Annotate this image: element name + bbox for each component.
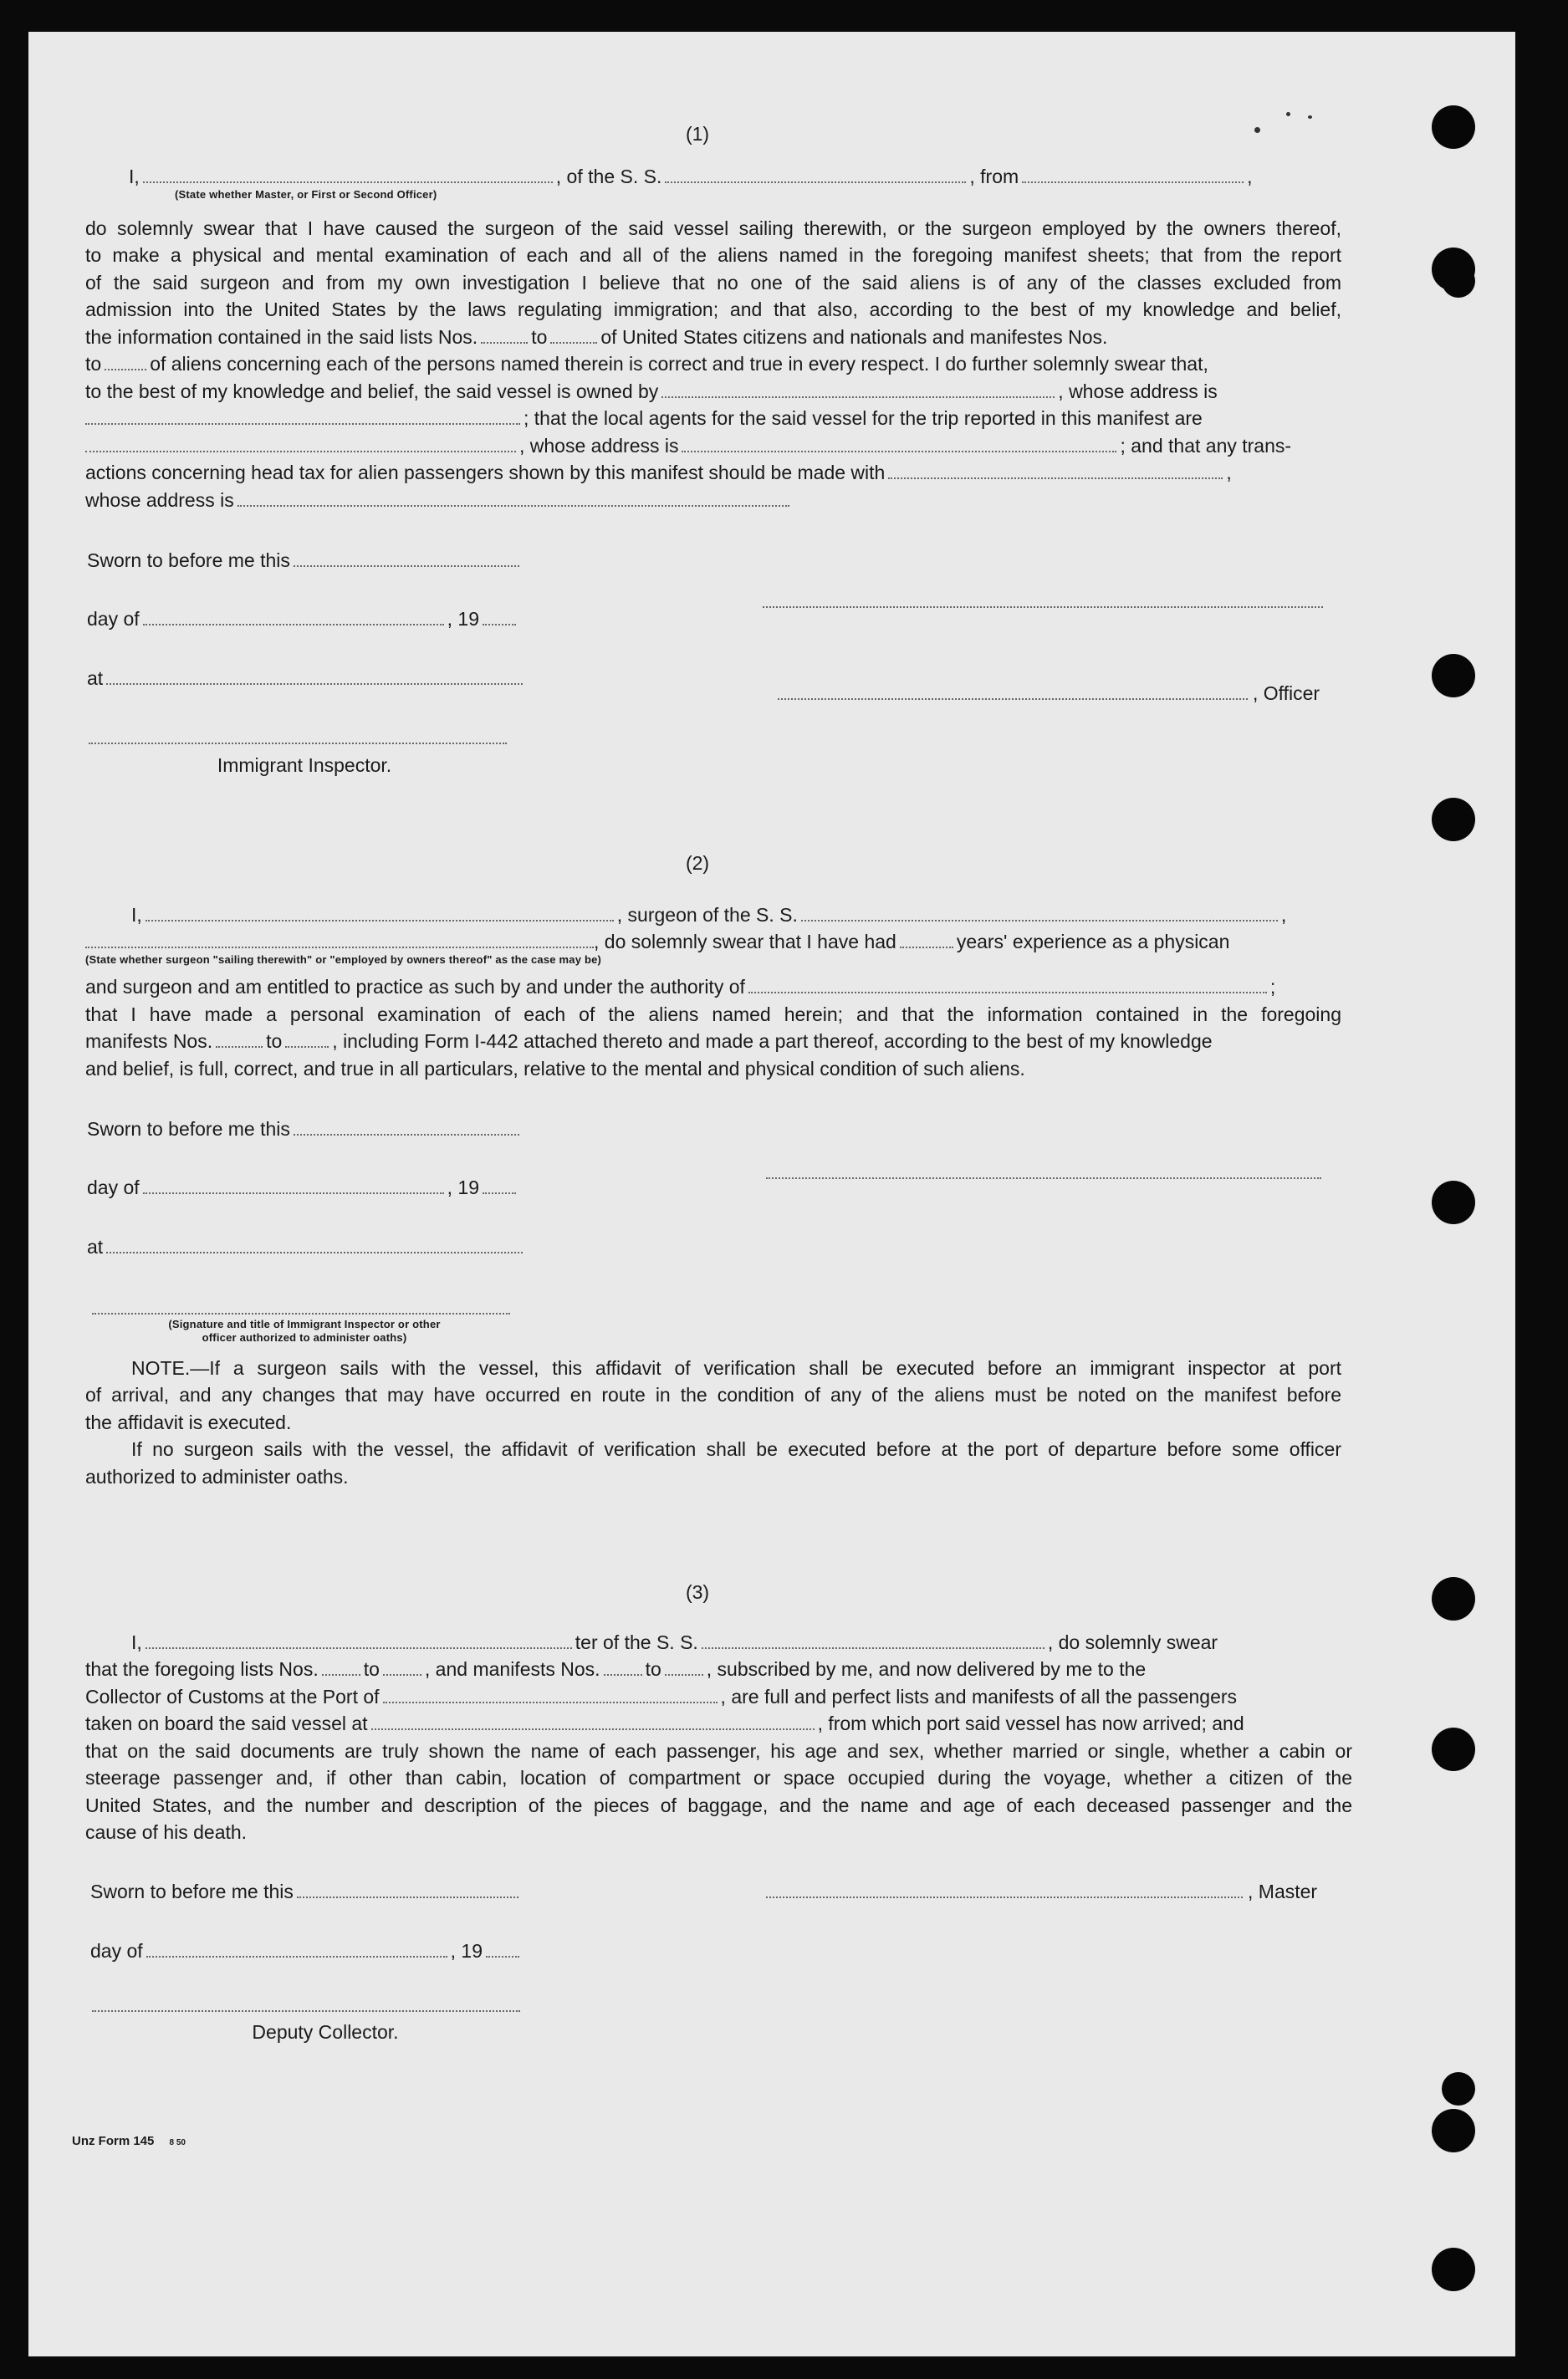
punch-hole <box>1432 1181 1475 1224</box>
owner-address-field[interactable] <box>85 423 520 425</box>
deputy-collector-label: Deputy Collector. <box>252 2021 399 2043</box>
agents-address-field[interactable] <box>682 451 1116 452</box>
master-signature-field[interactable] <box>766 1897 1243 1898</box>
day-of-field-2[interactable] <box>143 1192 444 1194</box>
manifests-to-field[interactable] <box>105 369 146 370</box>
customs-port-field[interactable] <box>383 1702 718 1703</box>
sworn-date-field-2[interactable] <box>294 1134 519 1136</box>
local-agents-field[interactable] <box>85 451 516 452</box>
vessel-owner-field[interactable] <box>661 396 1055 398</box>
officer-signature-field[interactable] <box>778 698 1248 700</box>
section-3-number: (3) <box>685 1581 710 1603</box>
document-page: (1) I, , of the S. S. , from , (State whether Master, or First or Second Officer) do solemnly swear that I have caused the surgeon of the said vessel sailing therewith, or the surgeon employed by the owners thereof, to make a physical and mental examination of each and all of the aliens named in the foregoing manifest sheets; that from the report of the said surgeon and from my own investigation I believe that no one of the said aliens is of any of the classes excluded from admission into the United States by the laws regulating immigration; and that also, according to the best of my knowledge and belief, the information contained in the said lists Nos. to of United States citizens and nationals and manifestes Nos. to of aliens concerning each of the persons named therein is correct and true in every respect. I do further solemnly swear that, to the best of my knowledge and belief, the said vessel is owned by , whose address is ; that the local agents for the said vessel for the trip reported in this manifest are , whose address is ; and that any trans- actions concerning head tax for alien passengers shown by this manifest should be made with , whose address is Sworn to before me this day of , 19 at , Officer Immigrant Inspector. (2) I, , surgeon of the S. S. , , do solemnly swear that I have had years' experience as a physican (State whether surgeon "sailing therewith" or "employed by owners thereof" as the case may be) and surgeon and am entitled to practice as such by and under the authority of ; that I have made a personal examination of each of the aliens named herein; and that the information contained in the foregoing manifests Nos. to , including Form I-442 attached thereto and made a part thereof, according to the best of my knowledge and belief, is full, correct, and true in all particulars, relative to the mental and physical condition of such aliens. Sworn to before me this day of , 19 at (Signature and title of Immigrant Inspector or other officer authorized to administer oaths) NOTE.—If a surgeon sails with the vessel, this affidavit of verification shall be executed before an immigrant inspector at port of arrival, and any changes that may have occurred en route in the condition of any of the aliens must be noted on the manifest before the affidavit is executed. If no surgeon sails with the vessel, the affidavit of verification shall be executed before at the port of departure before some officer authorized to administer oaths. (3) I, ter of the S. S. , do solemnly swear that the foregoing lists Nos. to , and manifests Nos. to , subscribed by me, and now delivered by me to the Collector of Customs at the Port of , are full and perfect lists and manifests of all the passengers taken on board the said vessel at , from which port said vessel has now arrived; and that on the said documents are truly shown the name of each passenger, his age and sex, whether married or single, whether a cabin or steerage passenger and, if other than cabin, location of compartment or space occupied during the voyage, whether a citizen of the United States, and the number and description of the pieces of baggage, and the name and age of each deceased passenger and the cause of his death. Sworn to before me this , Master day of , 19 Deputy Collector. Unz Form 145 8 50 <box>28 32 1515 2356</box>
sworn-date-field-1[interactable] <box>294 565 519 567</box>
punch-hole <box>1432 2248 1475 2291</box>
manifests-from-field[interactable] <box>216 1046 263 1048</box>
ink-speck <box>1286 112 1290 116</box>
vessel-name-field[interactable] <box>665 181 966 183</box>
year-field-3[interactable] <box>486 1956 519 1958</box>
section-1-number: (1) <box>685 123 710 145</box>
year-field-1[interactable] <box>483 624 516 625</box>
punch-hole <box>1432 2109 1475 2152</box>
punch-hole <box>1432 105 1475 149</box>
master-name-field[interactable] <box>146 1647 572 1649</box>
punch-hole <box>1432 1577 1475 1621</box>
embarkation-port-field[interactable] <box>371 1728 815 1730</box>
oath-line-1: I, , of the S. S. , from , <box>129 166 1253 187</box>
departure-port-field[interactable] <box>1022 181 1244 183</box>
sworn-place-field-1[interactable] <box>106 683 523 685</box>
ink-speck <box>1308 115 1312 119</box>
surgeon-status-hint: (State whether surgeon "sailing therewith" or "employed by owners thereof" as the case may be) <box>85 953 602 966</box>
manifests-to-field-2[interactable] <box>285 1046 329 1048</box>
lists-from-field-3[interactable] <box>322 1674 360 1676</box>
immigrant-inspector-label: Immigrant Inspector. <box>217 754 392 776</box>
day-of-field-1[interactable] <box>143 624 444 625</box>
form-number: Unz Form 145 8 50 <box>72 2134 186 2148</box>
officer-name-field[interactable] <box>143 181 553 183</box>
surgeon-signature-field[interactable] <box>766 1177 1321 1179</box>
sworn-place-field-2[interactable] <box>106 1252 523 1253</box>
manifests-from-field-3[interactable] <box>604 1674 642 1676</box>
head-tax-agent-address-field[interactable] <box>237 505 789 507</box>
manifests-to-field-3[interactable] <box>665 1674 703 1676</box>
head-tax-agent-field[interactable] <box>888 477 1223 479</box>
year-field-2[interactable] <box>483 1192 516 1194</box>
officer-rank-hint: (State whether Master, or First or Second Officer) <box>175 188 437 201</box>
years-experience-field[interactable] <box>900 947 953 948</box>
day-of-field-3[interactable] <box>146 1956 447 1958</box>
section-2-number: (2) <box>685 852 710 874</box>
surgeon-vessel-field[interactable] <box>801 920 1278 921</box>
surgeon-name-field[interactable] <box>146 920 614 921</box>
inspector-signature-field[interactable] <box>89 743 507 744</box>
oath-officer-signature-field[interactable] <box>92 1313 510 1315</box>
lists-to-field[interactable] <box>550 342 597 344</box>
sworn-date-field-3[interactable] <box>297 1897 518 1898</box>
surgeon-status-field[interactable] <box>85 947 594 948</box>
signature-title-hint: (Signature and title of Immigrant Inspector or other officer authorized to administer oaths) <box>168 1318 441 1344</box>
punch-hole <box>1442 2072 1475 2106</box>
ink-speck <box>1254 127 1260 133</box>
master-vessel-field[interactable] <box>702 1647 1044 1649</box>
deputy-collector-signature-field[interactable] <box>92 2010 520 2012</box>
punch-hole <box>1442 264 1475 298</box>
lists-from-field[interactable] <box>481 342 528 344</box>
punch-hole <box>1432 798 1475 841</box>
lists-to-field-3[interactable] <box>383 1674 421 1676</box>
punch-hole <box>1432 1728 1475 1771</box>
authority-field[interactable] <box>748 992 1267 993</box>
punch-hole <box>1432 654 1475 697</box>
signature-line-1[interactable] <box>763 606 1323 608</box>
